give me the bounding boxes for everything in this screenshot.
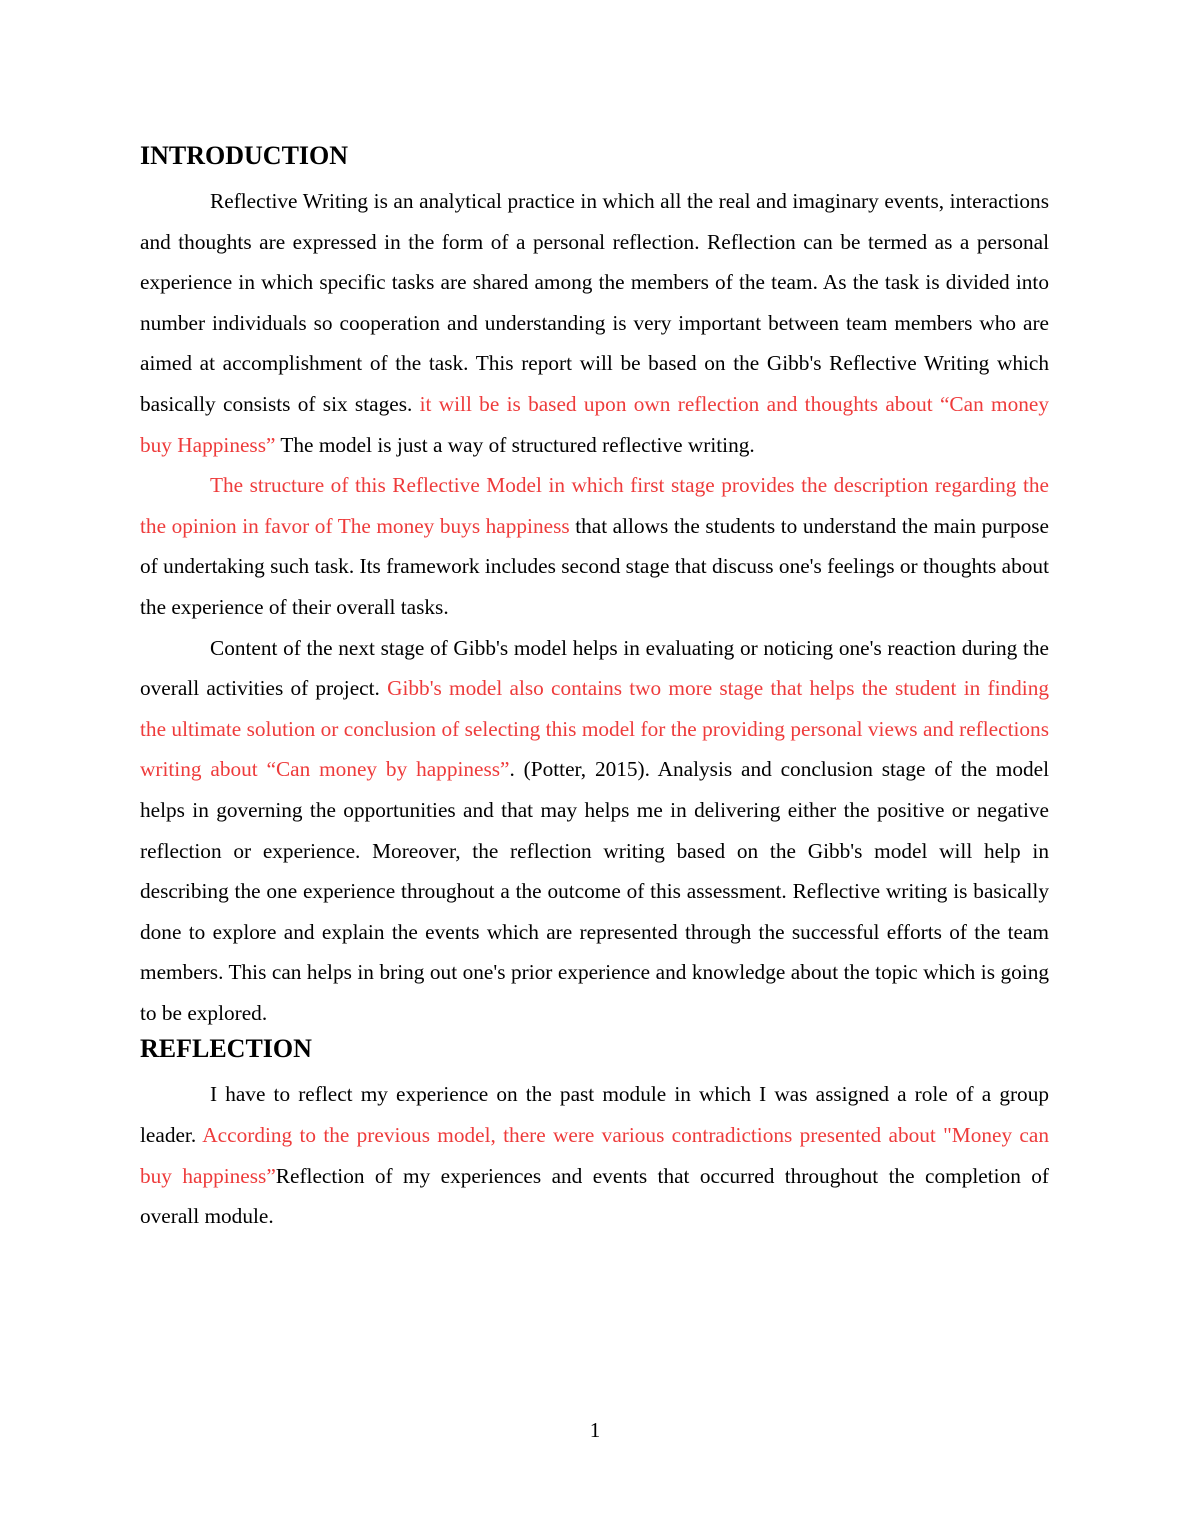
reflection-heading: REFLECTION: [140, 1034, 312, 1064]
intro-p3-text-2: . (Potter, 2015). Analysis and conclusion stage of the model helps in governing the opportunities and that may helps me in delivering either the positive or negative reflection or experience. Moreover, the reflection writing based on the Gibb's model will help in describing the one experience throughout a the outcome of this assessment. Reflective writing is basically done to explore and explain the events which are represented through the successful efforts of the team members. This can helps in bring out one's prior experience and knowledge about the topic which is going to be explored.: [140, 757, 1049, 1025]
intro-p2-text: that allows the students to understand the main purpose of undertaking such task. Its framework includes second stage that discuss one's feelings or thoughts about the experience of their overall tasks.: [140, 513, 1049, 619]
page-number: 1: [589, 1418, 601, 1442]
intro-p1-highlight: it will be is based upon own reflection and thoughts about “Can money buy Happiness”: [140, 391, 1049, 457]
refl-p1-text-2: Reflection of my experiences and events that occurred throughout the completion of overall module.: [140, 1163, 1049, 1229]
intro-p2-highlight: The structure of this Reflective Model in which first stage provides the description regarding the the opinion in favor of The money buys happiness: [140, 473, 1049, 538]
intro-p3-highlight: Gibb's model also contains two more stage that helps the student in finding the ultimate solution or conclusion of selecting this model for the providing personal views and reflections writing about “Can money by happiness”: [140, 676, 1050, 782]
intro-p3-text-1: Content of the next stage of Gibb's model helps in evaluating or noticing one's reaction during the overall activities of project.: [140, 635, 1049, 701]
intro-p1-text-2: The model is just a way of structured reflective writing.: [280, 432, 755, 457]
introduction-heading: INTRODUCTION: [140, 141, 349, 170]
introduction-paragraph-3: [140, 628, 1049, 1034]
introduction-paragraph-2: [140, 465, 1049, 627]
reflection-paragraph-1: [140, 1074, 1049, 1236]
intro-p1-text-1: Reflective Writing is an analytical practice in which all the real and imaginary events, interactions and thoughts are expressed in the form of a personal reflection. Reflection can be termed as a personal experience in which specific tasks are shared among the members of the team. As the task is divided into number individuals so cooperation and understanding is very important between team members who are aimed at accomplishment of the task. This report will be based on the Gibb's Reflective Writing which basically consists of six stages.: [140, 189, 1049, 416]
refl-p1-highlight: According to the previous model, there were various contradictions presented about "Money can buy happiness”: [140, 1123, 1049, 1188]
refl-p1-text-1: I have to reflect my experience on the past module in which I was assigned a role of a group leader.: [140, 1082, 1049, 1148]
document-page: [140, 140, 1049, 1237]
introduction-paragraph-1: [140, 181, 1049, 465]
